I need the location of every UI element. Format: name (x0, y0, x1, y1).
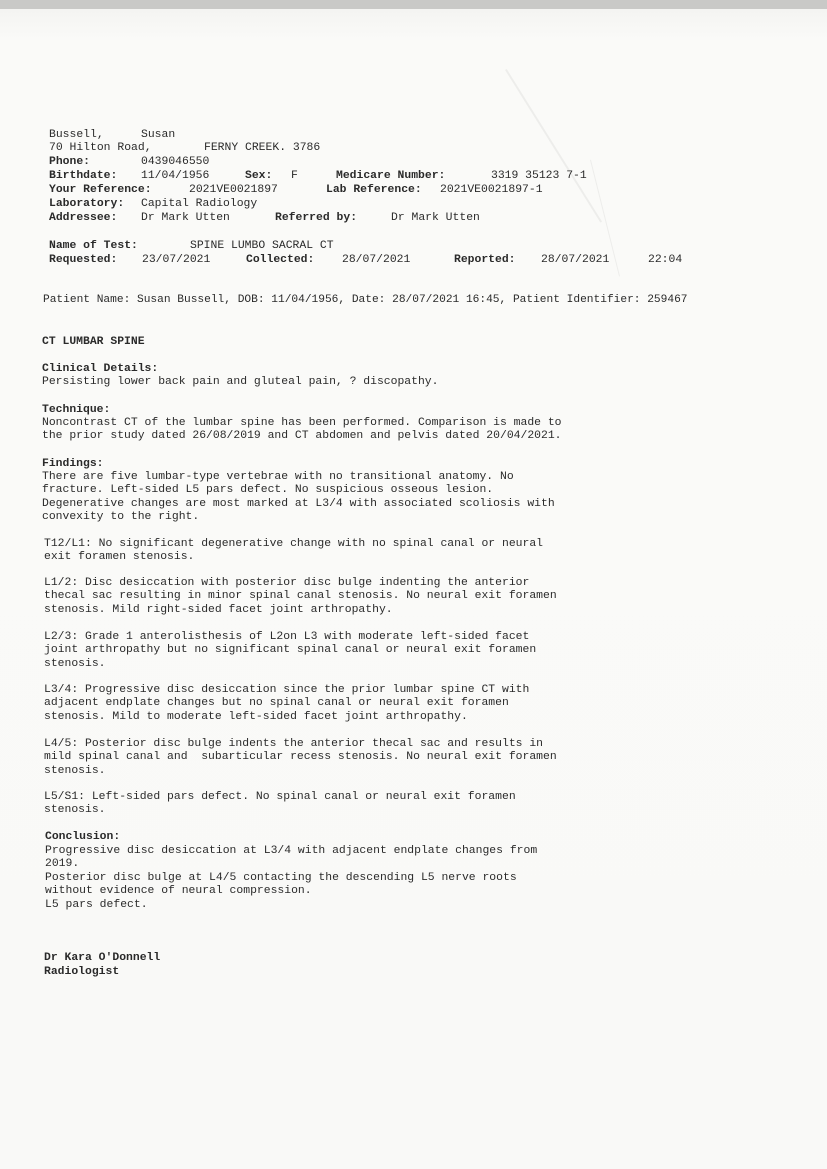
reported-time: 22:04 (648, 254, 683, 266)
findings-text: There are five lumbar-type vertebrae with no transitional anatomy. No fracture. Left-sided L5 pars defect. No suspicious osseous lesion. Degenerative changes are most marked at L3/4 with associated scoliosis with convexity to the right. (42, 471, 555, 524)
laboratory-label: Laboratory: (49, 198, 125, 210)
phone-label: Phone: (49, 156, 91, 168)
finding-t12-l1: T12/L1: No significant degenerative change with no spinal canal or neural exit foramen stenosis. (44, 538, 543, 564)
reported-date: 28/07/2021 (541, 254, 610, 266)
phone-value: 0439046550 (141, 156, 210, 168)
laboratory-value: Capital Radiology (141, 198, 258, 210)
lab-reference-value: 2021VE0021897-1 (440, 184, 543, 196)
addressee-value: Dr Mark Utten (141, 212, 230, 224)
birthdate-label: Birthdate: (49, 170, 118, 182)
test-name-value: SPINE LUMBO SACRAL CT (190, 240, 334, 252)
referred-by-value: Dr Mark Utten (391, 212, 480, 224)
finding-l1-l2: L1/2: Disc desiccation with posterior disc bulge indenting the anterior thecal sac resulting in minor spinal canal stenosis. No neural exit foramen stenosis. Mild right-sided facet joint arthropathy. (44, 577, 557, 616)
collected-date: 28/07/2021 (342, 254, 411, 266)
finding-l5-s1: L5/S1: Left-sided pars defect. No spinal canal or neural exit foramen stenosis. (44, 791, 516, 817)
finding-l2-l3: L2/3: Grade 1 anterolisthesis of L2on L3 with moderate left-sided facet joint arthropathy but no significant spinal canal or neural exit foramen stenosis. (44, 631, 537, 670)
birthdate-value: 11/04/1956 (141, 170, 210, 182)
clinical-details-text: Persisting lower back pain and gluteal pain, ? discopathy. (42, 376, 439, 388)
lab-reference-label: Lab Reference: (326, 184, 422, 196)
finding-l4-l5: L4/5: Posterior disc bulge indents the anterior thecal sac and results in mild spinal canal and subarticular recess stenosis. No neural exit foramen stenosis. (44, 738, 557, 777)
finding-l3-l4: L3/4: Progressive disc desiccation since the prior lumbar spine CT with adjacent endplate changes but no spinal canal or neural exit foramen stenosis. Mild to moderate left-sided facet joint arthropathy. (44, 684, 530, 723)
your-reference-label: Your Reference: (49, 184, 152, 196)
patient-identifier-line: Patient Name: Susan Bussell, DOB: 11/04/1956, Date: 28/07/2021 16:45, Patient Identifier: 259467 (43, 294, 688, 306)
reported-label: Reported: (454, 254, 516, 266)
medicare-value: 3319 35123 7-1 (491, 170, 587, 182)
test-name-label: Name of Test: (49, 240, 138, 252)
referred-by-label: Referred by: (275, 212, 358, 224)
patient-given-name: Susan (141, 129, 176, 141)
technique-heading: Technique: (42, 404, 111, 416)
requested-date: 23/07/2021 (142, 254, 211, 266)
patient-surname: Bussell, (49, 129, 104, 141)
conclusion-heading: Conclusion: (45, 831, 121, 843)
patient-suburb: FERNY CREEK. 3786 (204, 142, 321, 154)
conclusion-text: Progressive disc desiccation at L3/4 with adjacent endplate changes from 2019. Posterior disc bulge at L4/5 contacting the descending L5 nerve roots without evidence of neural compression. L5 pars defect. (45, 845, 538, 911)
addressee-label: Addressee: (49, 212, 118, 224)
medicare-label: Medicare Number: (336, 170, 446, 182)
technique-text: Noncontrast CT of the lumbar spine has been performed. Comparison is made to the prior study dated 26/08/2019 and CT abdomen and pelvis dated 20/04/2021. (42, 417, 562, 443)
clinical-details-heading: Clinical Details: (42, 363, 159, 375)
sex-label: Sex: (245, 170, 273, 182)
findings-heading: Findings: (42, 458, 104, 470)
requested-label: Requested: (49, 254, 118, 266)
patient-street: 70 Hilton Road, (49, 142, 152, 154)
sex-value: F (291, 170, 298, 182)
radiologist-role: Radiologist (44, 966, 120, 978)
collected-label: Collected: (246, 254, 315, 266)
your-reference-value: 2021VE0021897 (189, 184, 278, 196)
report-title: CT LUMBAR SPINE (42, 336, 145, 348)
radiologist-name: Dr Kara O'Donnell (44, 952, 161, 964)
